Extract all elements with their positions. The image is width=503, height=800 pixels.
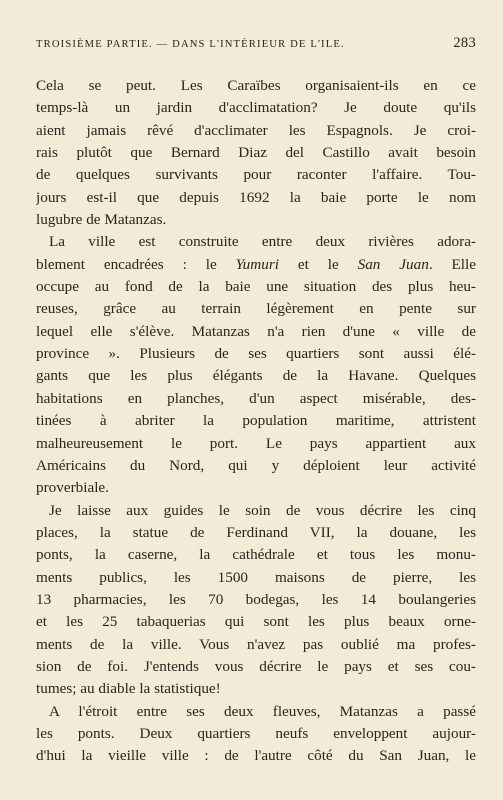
text-line: places, la statue de Ferdinand VII, la douane, les: [36, 523, 476, 541]
text-line: lequel elle s'élève. Matanzas n'a rien d'une « ville de: [36, 322, 476, 340]
body-text: [36, 75, 476, 768]
text-run: et le: [278, 255, 358, 273]
page-number: 283: [453, 35, 476, 51]
text-line: [36, 254, 476, 276]
text-line: sion de foi. J'entends vous décrire le pays et ses cou-: [36, 657, 476, 675]
text-line: lugubre de Matanzas.: [36, 211, 167, 229]
text-line: proverbiale.: [36, 479, 109, 497]
text-line: et les 25 tabaquerias qui sont les plus beaux orne-: [36, 613, 476, 631]
text-line: les ponts. Deux quartiers neufs enveloppent aujour-: [36, 724, 476, 742]
text-line: malheureusement le port. Le pays appartient aux: [36, 434, 476, 452]
text-line: Je laisse aux guides le soin de vous décrire les cinq: [49, 501, 476, 519]
text-line: temps-là un jardin d'acclimatation? Je doute qu'ils: [36, 99, 476, 117]
text-line: ments de la ville. Vous n'avez pas oublié ma profes-: [36, 635, 476, 653]
running-head: TROISIÈME PARTIE. — DANS L'INTÉRIEUR DE L'ILE.: [36, 39, 345, 50]
text-line: de quelques survivants pour raconter l'affaire. Tou-: [36, 166, 476, 184]
text-line: habitations en planches, d'un aspect misérable, des-: [36, 389, 476, 407]
text-line: jours est-il que depuis 1692 la baie porte le nom: [36, 188, 476, 206]
text-line: ments publics, les 1500 maisons de pierre, les: [36, 568, 476, 586]
text-line: ponts, la caserne, la cathédrale et tous les monu-: [36, 546, 476, 564]
text-line: gants que les plus élégants de la Havane. Quelques: [36, 367, 476, 385]
text-line: aient jamais rêvé d'acclimater les Espagnols. Je croi-: [36, 121, 476, 139]
text-line: d'hui la vieille ville : de l'autre côté du San Juan, le: [36, 747, 476, 765]
text-line: Cela se peut. Les Caraïbes organisaient-ils en ce: [36, 77, 476, 94]
text-line: reuses, grâce au terrain légèrement en pente sur: [36, 300, 476, 318]
italic-place-name: San Juan: [357, 255, 429, 273]
text-line: A l'étroit entre ses deux fleuves, Matanzas a passé: [49, 702, 476, 720]
page-header: [36, 35, 476, 52]
text-line: Américains du Nord, qui y déploient leur activité: [36, 456, 476, 474]
italic-place-name: Yumuri: [235, 255, 279, 273]
text-line: rais plutôt que Bernard Diaz del Castillo avait besoin: [36, 144, 476, 162]
text-line: tumes; au diable la statistique!: [36, 680, 221, 698]
text-line: province ». Plusieurs de ses quartiers sont aussi élé-: [36, 345, 476, 363]
text-run: blement encadrées : le: [36, 255, 236, 273]
text-line: tinées à abriter la population maritime, attristent: [36, 412, 476, 430]
text-line: 13 pharmacies, les 70 bodegas, les 14 boulangeries: [36, 590, 476, 608]
text-run: . Elle: [428, 255, 476, 273]
text-line: occupe au fond de la baie une situation des plus heu-: [36, 278, 476, 296]
text-line: La ville est construite entre deux rivières adora-: [49, 233, 476, 251]
